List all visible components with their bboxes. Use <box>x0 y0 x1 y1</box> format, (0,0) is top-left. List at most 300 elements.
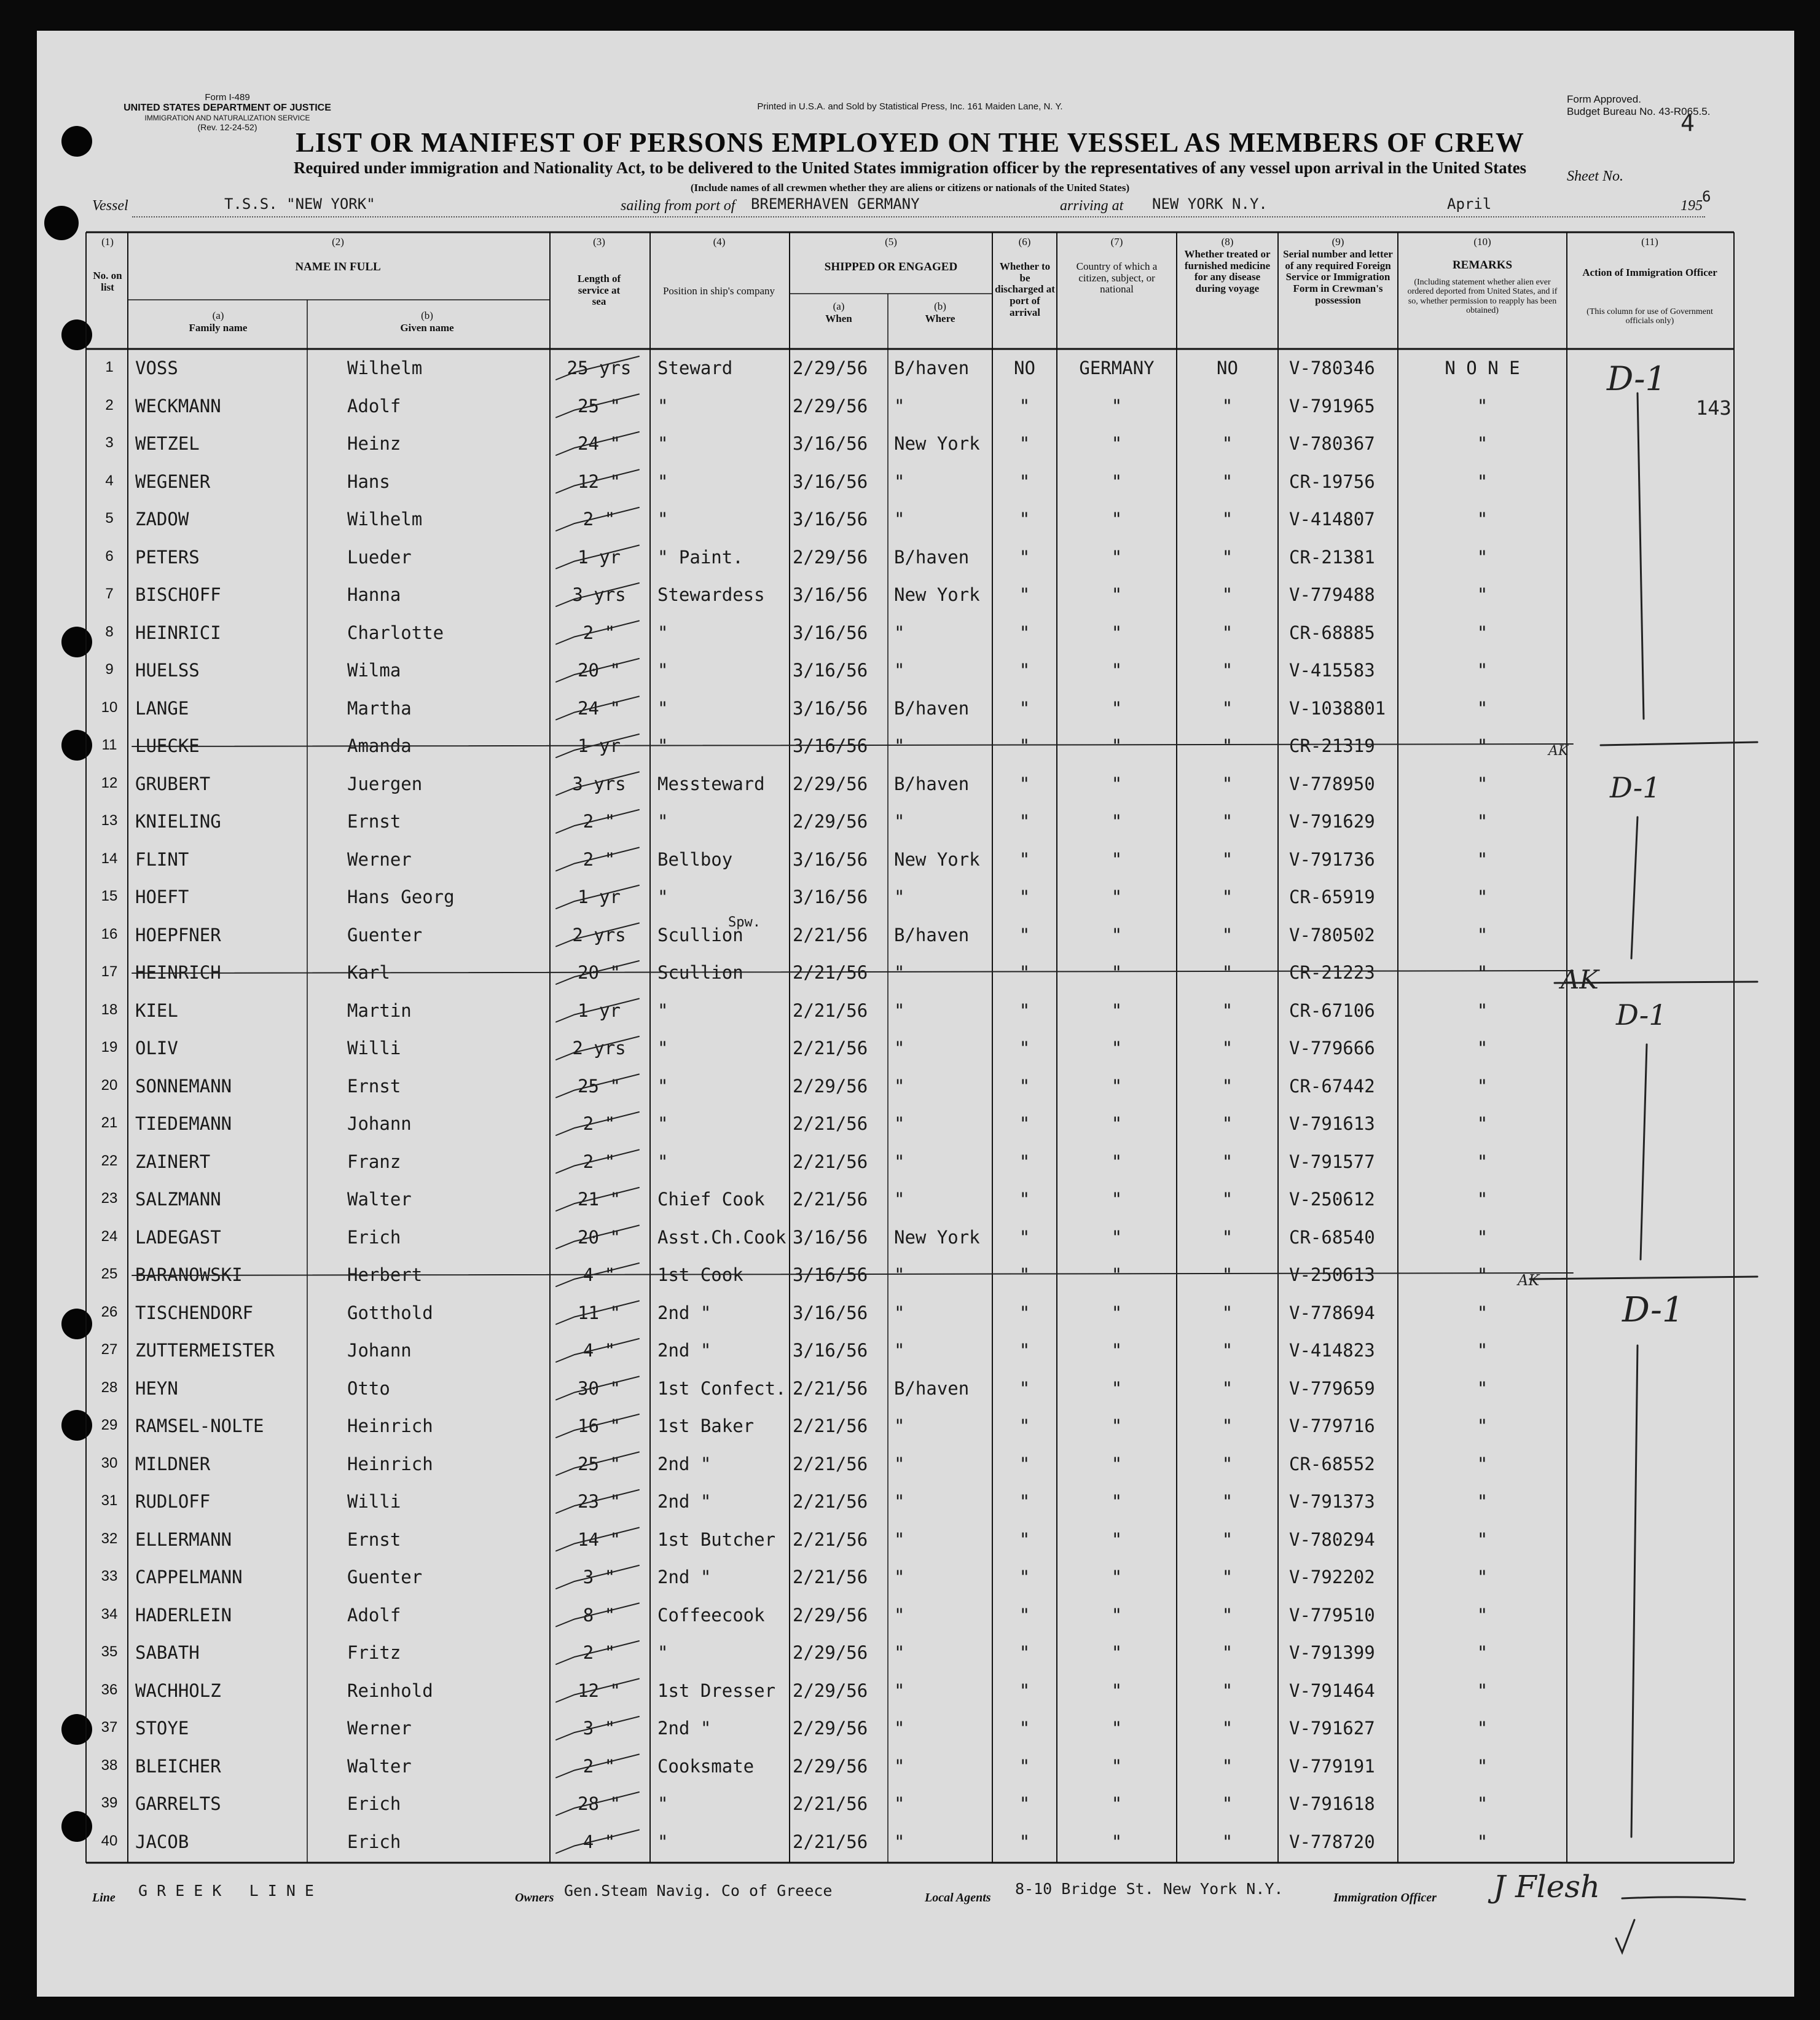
serial-cell: V-778720 <box>1289 1831 1375 1852</box>
position-cell: 1st Baker <box>657 1415 755 1436</box>
given-name-cell: Gotthold <box>347 1302 433 1323</box>
tally-slash <box>556 1830 639 1854</box>
serial-cell: V-778694 <box>1289 1302 1375 1323</box>
position-cell: " <box>657 660 669 681</box>
family-name-cell: SABATH <box>135 1642 200 1663</box>
serial-cell: V-791399 <box>1289 1642 1375 1663</box>
row-number: 22 <box>101 1152 118 1169</box>
when-cell: 2/21/56 <box>793 1453 868 1474</box>
position-cell: Cooksmate <box>657 1755 755 1777</box>
given-name-cell: Martha <box>347 697 412 719</box>
when-cell: 2/29/56 <box>793 1604 868 1626</box>
when-cell: 3/16/56 <box>793 1264 868 1285</box>
discharged-cell: NO <box>1014 358 1035 378</box>
position-cell: " <box>657 811 669 832</box>
tally-slash <box>556 583 639 606</box>
when-cell: 2/21/56 <box>793 1189 868 1210</box>
serial-cell: V-791618 <box>1289 1793 1375 1814</box>
pen-line <box>1530 1277 1757 1279</box>
length-of-service-cell: 1 yr <box>578 546 621 568</box>
medicine-cell: " <box>1222 1755 1233 1777</box>
medicine-cell: " <box>1222 1038 1233 1059</box>
col-9-number: (9) <box>1332 236 1344 248</box>
medicine-cell: " <box>1222 509 1233 530</box>
when-cell: 3/16/56 <box>793 887 868 907</box>
row-number: 5 <box>105 510 114 527</box>
length-of-service-cell: 1 yr <box>578 887 621 907</box>
where-cell: " <box>894 1151 905 1172</box>
country-cell: " <box>1111 395 1123 417</box>
discharged-cell: " <box>1019 1038 1030 1059</box>
row-number: 31 <box>101 1492 118 1509</box>
country-cell: " <box>1111 1075 1123 1097</box>
when-cell: 2/21/56 <box>793 1529 868 1550</box>
remarks-cell: " <box>1477 1415 1488 1436</box>
length-of-service-cell: 4 " <box>582 1340 616 1361</box>
discharged-cell: " <box>1019 1755 1030 1777</box>
col-8-number: (8) <box>1221 236 1234 248</box>
arriving-at-port: NEW YORK N.Y. <box>1152 195 1268 213</box>
d1-mark: D-1 <box>1616 998 1667 1032</box>
vessel-name: T.S.S. "NEW YORK" <box>224 195 375 213</box>
length-of-service-cell: 28 " <box>578 1793 621 1814</box>
position-cell: " <box>657 1113 669 1134</box>
tally-slash <box>556 1301 639 1325</box>
col-family-a: (a) <box>212 310 224 321</box>
where-cell: " <box>894 1302 905 1323</box>
budget-bureau-no: Budget Bureau No. 43-R065.5. <box>1567 105 1711 117</box>
position-cell: 1st Dresser <box>657 1680 776 1701</box>
family-name-cell: LANGE <box>135 697 189 719</box>
country-cell: " <box>1111 1529 1123 1550</box>
sheet-label: Sheet No. <box>1567 168 1623 184</box>
given-name-cell: Guenter <box>347 924 423 945</box>
given-name-cell: Martin <box>347 1000 412 1021</box>
length-of-service-cell: 12 " <box>578 471 621 492</box>
country-cell: " <box>1111 584 1123 605</box>
country-cell: " <box>1111 773 1123 794</box>
family-name-cell: HEYN <box>135 1377 178 1399</box>
discharged-cell: " <box>1019 1264 1030 1285</box>
agents-value: 8-10 Bridge St. New York N.Y. <box>1015 1880 1284 1898</box>
given-name-cell: Heinrich <box>347 1453 433 1474</box>
country-cell: " <box>1111 622 1123 643</box>
given-name-cell: Willi <box>347 1491 401 1512</box>
where-cell: " <box>894 1491 905 1512</box>
medicine-cell: " <box>1222 1302 1233 1323</box>
length-of-service-cell: 3 " <box>582 1718 616 1739</box>
col-discharged: Whether to be discharged at port of arrival <box>995 260 1055 318</box>
when-cell: 3/16/56 <box>793 660 868 681</box>
family-name-cell: TIEDEMANN <box>135 1113 232 1134</box>
where-cell: " <box>894 1075 905 1097</box>
discharged-cell: " <box>1019 1415 1030 1436</box>
country-cell: " <box>1111 697 1123 719</box>
remarks-cell: N O N E <box>1445 358 1520 378</box>
length-of-service-cell: 2 " <box>582 1642 616 1663</box>
medicine-cell: " <box>1222 848 1233 870</box>
medicine-cell: " <box>1222 395 1233 417</box>
country-cell: " <box>1111 1302 1123 1323</box>
row-number: 29 <box>101 1417 118 1433</box>
tally-slash <box>556 848 639 871</box>
family-name-cell: SALZMANN <box>135 1189 221 1210</box>
country-cell: " <box>1111 1377 1123 1399</box>
row-number: 26 <box>101 1303 118 1320</box>
length-of-service-cell: 1 yr <box>578 1000 621 1021</box>
country-cell: " <box>1111 1113 1123 1134</box>
given-name-cell: Lueder <box>347 546 412 568</box>
family-name-cell: HEINRICH <box>135 962 221 983</box>
medicine-cell: " <box>1222 1831 1233 1852</box>
where-cell: " <box>894 1000 905 1021</box>
remarks-cell: " <box>1477 1189 1488 1210</box>
serial-cell: V-780346 <box>1289 358 1375 378</box>
when-cell: 3/16/56 <box>793 471 868 492</box>
country-cell: " <box>1111 1755 1123 1777</box>
remarks-cell: " <box>1477 1075 1488 1097</box>
serial-cell: V-250613 <box>1289 1264 1375 1285</box>
given-name-cell: Adolf <box>347 395 401 417</box>
given-name-cell: Karl <box>347 962 390 983</box>
col-2-number: (2) <box>332 236 344 248</box>
serial-cell: V-779191 <box>1289 1755 1375 1777</box>
row-number: 27 <box>101 1341 118 1358</box>
when-cell: 2/29/56 <box>793 1755 868 1777</box>
form-number: Form I-489 <box>205 92 250 103</box>
position-cell: 1st Cook <box>657 1264 743 1285</box>
country-cell: " <box>1111 433 1123 454</box>
when-cell: 2/21/56 <box>793 1038 868 1059</box>
where-cell: B/haven <box>894 1377 970 1399</box>
row-number: 40 <box>101 1832 118 1849</box>
country-cell: GERMANY <box>1079 358 1155 378</box>
medicine-cell: " <box>1222 1567 1233 1587</box>
medicine-cell: " <box>1222 811 1233 832</box>
family-name-cell: OLIV <box>135 1038 178 1059</box>
remarks-cell: " <box>1477 1642 1488 1663</box>
country-cell: " <box>1111 1831 1123 1852</box>
col-position: Position in ship's company <box>662 285 775 297</box>
discharged-cell: " <box>1019 1529 1030 1550</box>
row-number: 2 <box>105 396 114 413</box>
tally-slash <box>556 1565 639 1589</box>
discharged-cell: " <box>1019 660 1030 681</box>
department-name: UNITED STATES DEPARTMENT OF JUSTICE <box>124 103 331 114</box>
position-cell: " <box>657 1075 669 1097</box>
medicine-cell: " <box>1222 1642 1233 1663</box>
when-cell: 2/21/56 <box>793 1151 868 1172</box>
where-cell: " <box>894 1340 905 1361</box>
tally-slash <box>556 1717 639 1740</box>
row-number: 15 <box>101 888 118 904</box>
when-cell: 2/21/56 <box>793 1793 868 1814</box>
length-of-service-cell: 2 " <box>582 622 616 643</box>
tally-slash <box>556 810 639 833</box>
country-cell: " <box>1111 546 1123 568</box>
remarks-cell: " <box>1477 1567 1488 1587</box>
row-number: 37 <box>101 1719 118 1736</box>
initials-mark: AK <box>1518 1272 1540 1289</box>
row-number: 34 <box>101 1605 118 1623</box>
discharged-cell: " <box>1019 735 1030 756</box>
medicine-cell: " <box>1222 1377 1233 1399</box>
family-name-cell: RAMSEL-NOLTE <box>135 1415 264 1436</box>
serial-cell: V-779659 <box>1289 1377 1375 1399</box>
length-of-service-cell: 2 " <box>582 848 616 870</box>
tally-slash <box>556 546 639 569</box>
length-of-service-cell: 20 " <box>578 962 621 983</box>
given-name-cell: Adolf <box>347 1604 401 1626</box>
given-name-cell: Heinrich <box>347 1415 433 1436</box>
given-name-cell: Wilhelm <box>347 358 423 378</box>
row-number: 11 <box>101 737 117 753</box>
serial-cell: CR-19756 <box>1289 471 1375 492</box>
family-name-cell: HUELSS <box>135 660 200 681</box>
medicine-cell: " <box>1222 1189 1233 1210</box>
row-number: 16 <box>101 925 118 942</box>
where-cell: " <box>894 1189 905 1210</box>
discharged-cell: " <box>1019 1075 1030 1097</box>
position-cell: Asst.Ch.Cook <box>657 1226 786 1248</box>
length-of-service-cell: 25 " <box>578 1453 621 1474</box>
medicine-cell: " <box>1222 1491 1233 1512</box>
col-remarks: REMARKS <box>1452 259 1513 272</box>
when-cell: 3/16/56 <box>793 697 868 719</box>
sailing-label: sailing from port of <box>621 198 735 214</box>
discharged-cell: " <box>1019 1604 1030 1626</box>
country-cell: " <box>1111 1151 1123 1172</box>
position-cell: " <box>657 887 669 907</box>
col-7-number: (7) <box>1110 236 1123 248</box>
discharged-cell: " <box>1019 584 1030 605</box>
country-cell: " <box>1111 1680 1123 1701</box>
row-number: 24 <box>101 1227 118 1245</box>
remarks-cell: " <box>1477 773 1488 794</box>
where-cell: " <box>894 660 905 681</box>
given-name-cell: Amanda <box>347 735 412 756</box>
when-cell: 3/16/56 <box>793 735 868 756</box>
row-number: 25 <box>101 1266 118 1282</box>
discharged-cell: " <box>1019 773 1030 794</box>
medicine-cell: " <box>1222 1075 1233 1097</box>
country-cell: " <box>1111 1491 1123 1512</box>
tally-slash <box>556 1679 639 1702</box>
serial-cell: V-791627 <box>1289 1718 1375 1739</box>
vessel-label: Vessel <box>92 198 128 214</box>
serial-cell: V-780502 <box>1289 924 1375 945</box>
col-1-number: (1) <box>101 236 114 248</box>
serial-cell: V-791965 <box>1289 395 1375 417</box>
when-cell: 2/29/56 <box>793 546 868 568</box>
position-note: Spw. <box>728 914 761 930</box>
length-of-service-cell: 8 " <box>582 1604 616 1626</box>
remarks-cell: " <box>1477 924 1488 945</box>
col-when-a: (a) <box>833 300 845 312</box>
row-number: 18 <box>101 1001 118 1018</box>
col-family-name: Family name <box>189 322 248 334</box>
given-name-cell: Heinz <box>347 433 401 454</box>
when-cell: 3/16/56 <box>793 1226 868 1248</box>
row-number: 35 <box>101 1643 118 1660</box>
tally-slash <box>556 1490 639 1513</box>
given-name-cell: Werner <box>347 848 412 870</box>
bracket-line <box>1641 1044 1647 1259</box>
owners-label: Owners <box>515 1891 554 1905</box>
when-cell: 3/16/56 <box>793 584 868 605</box>
length-of-service-cell: 1 yr <box>578 735 621 756</box>
medicine-cell: " <box>1222 887 1233 907</box>
when-cell: 3/16/56 <box>793 622 868 643</box>
col-given-b: (b) <box>421 310 433 321</box>
where-cell: " <box>894 1038 905 1059</box>
sailing-from-port: BREMERHAVEN GERMANY <box>751 195 920 213</box>
position-cell: " <box>657 471 669 492</box>
serial-cell: V-1038801 <box>1289 697 1386 719</box>
discharged-cell: " <box>1019 433 1030 454</box>
serial-cell: V-791373 <box>1289 1491 1375 1512</box>
country-cell: " <box>1111 1642 1123 1663</box>
where-cell: " <box>894 1755 905 1777</box>
family-name-cell: JACOB <box>135 1831 189 1852</box>
serial-cell: CR-67442 <box>1289 1075 1375 1097</box>
col-when: When <box>825 313 852 324</box>
where-cell: " <box>894 1793 905 1814</box>
family-name-cell: PETERS <box>135 546 200 568</box>
when-cell: 2/21/56 <box>793 962 868 983</box>
bracket-line <box>1631 1345 1638 1837</box>
position-cell: " <box>657 1000 669 1021</box>
medicine-cell: " <box>1222 1226 1233 1248</box>
family-name-cell: BISCHOFF <box>135 584 221 605</box>
when-cell: 2/29/56 <box>793 773 868 794</box>
length-of-service-cell: 3 yrs <box>572 584 626 605</box>
discharged-cell: " <box>1019 811 1030 832</box>
given-name-cell: Herbert <box>347 1264 423 1285</box>
family-name-cell: TISCHENDORF <box>135 1302 254 1323</box>
position-cell: Scullion <box>657 924 743 945</box>
where-cell: B/haven <box>894 546 970 568</box>
where-cell: " <box>894 1604 905 1626</box>
medicine-cell: " <box>1222 697 1233 719</box>
when-cell: 2/29/56 <box>793 395 868 417</box>
serial-cell: CR-68885 <box>1289 622 1375 643</box>
medicine-cell: " <box>1222 962 1233 983</box>
given-name-cell: Hanna <box>347 584 401 605</box>
where-cell: " <box>894 735 905 756</box>
serial-cell: V-791577 <box>1289 1151 1375 1172</box>
tally-slash <box>556 885 639 909</box>
count-note: 143 <box>1696 396 1732 420</box>
where-cell: " <box>894 962 905 983</box>
family-name-cell: WACHHOLZ <box>135 1680 221 1701</box>
tally-slash <box>556 1641 639 1664</box>
form-revision: (Rev. 12-24-52) <box>197 122 257 133</box>
remarks-cell: " <box>1477 1604 1488 1626</box>
tally-slash <box>556 394 639 418</box>
d1-mark: D-1 <box>1610 771 1661 804</box>
length-of-service-cell: 20 " <box>578 660 621 681</box>
where-cell: " <box>894 509 905 530</box>
family-name-cell: HOEFT <box>135 887 189 907</box>
medicine-cell: NO <box>1217 358 1238 378</box>
medicine-cell: " <box>1222 1793 1233 1814</box>
position-cell: " <box>657 1151 669 1172</box>
serial-cell: CR-65919 <box>1289 887 1375 907</box>
remarks-cell: " <box>1477 584 1488 605</box>
when-cell: 2/21/56 <box>793 1000 868 1021</box>
where-cell: New York <box>894 584 980 605</box>
country-cell: " <box>1111 1415 1123 1436</box>
when-cell: 2/21/56 <box>793 1113 868 1134</box>
col-where-b: (b) <box>934 300 946 312</box>
length-of-service-cell: 24 " <box>578 697 621 719</box>
when-cell: 2/21/56 <box>793 1831 868 1852</box>
tally-slash <box>556 999 639 1022</box>
given-name-cell: Hans Georg <box>347 887 455 907</box>
remarks-cell: " <box>1477 660 1488 681</box>
when-cell: 2/29/56 <box>793 811 868 832</box>
remarks-cell: " <box>1477 1264 1488 1285</box>
position-cell: " Paint. <box>657 546 743 568</box>
serial-cell: V-792202 <box>1289 1567 1375 1587</box>
given-name-cell: Johann <box>347 1340 412 1361</box>
tally-slash <box>556 1226 639 1249</box>
discharged-cell: " <box>1019 509 1030 530</box>
family-name-cell: ZUTTERMEISTER <box>135 1340 275 1361</box>
discharged-cell: " <box>1019 622 1030 643</box>
family-name-cell: LADEGAST <box>135 1226 221 1248</box>
length-of-service-cell: 21 " <box>578 1189 621 1210</box>
sheet-number: 4 <box>1681 109 1695 136</box>
given-name-cell: Juergen <box>347 773 423 794</box>
remarks-cell: " <box>1477 811 1488 832</box>
serial-cell: V-780367 <box>1289 433 1375 454</box>
discharged-cell: " <box>1019 471 1030 492</box>
discharged-cell: " <box>1019 1000 1030 1021</box>
family-name-cell: WECKMANN <box>135 395 221 417</box>
remarks-cell: " <box>1477 1680 1488 1701</box>
position-cell: Bellboy <box>657 848 733 870</box>
row-number: 30 <box>101 1454 118 1471</box>
line-label: Line <box>92 1891 116 1905</box>
medicine-cell: " <box>1222 1415 1233 1436</box>
discharged-cell: " <box>1019 1680 1030 1701</box>
serial-cell: V-791736 <box>1289 848 1375 870</box>
length-of-service-cell: 30 " <box>578 1377 621 1399</box>
where-cell: " <box>894 1567 905 1587</box>
length-of-service-cell: 25 " <box>578 395 621 417</box>
remarks-cell: " <box>1477 1000 1488 1021</box>
remarks-cell: " <box>1477 697 1488 719</box>
given-name-cell: Charlotte <box>347 622 444 643</box>
col-11-number: (11) <box>1641 236 1658 248</box>
given-name-cell: Ernst <box>347 1529 401 1550</box>
discharged-cell: " <box>1019 1340 1030 1361</box>
length-of-service-cell: 11 " <box>578 1302 621 1323</box>
length-of-service-cell: 24 " <box>578 433 621 454</box>
manifest-subtitle: Required under immigration and Nationality Act, to be delivered to the United States immigration officer by the representatives of any vessel upon arrival in the United States <box>293 159 1527 177</box>
serial-cell: V-791613 <box>1289 1113 1375 1134</box>
discharged-cell: " <box>1019 962 1030 983</box>
family-name-cell: KNIELING <box>135 811 221 832</box>
family-name-cell: KIEL <box>135 1000 178 1021</box>
tally-slash <box>556 1112 639 1135</box>
given-name-cell: Wilma <box>347 660 401 681</box>
row-number: 4 <box>105 472 114 489</box>
remarks-cell: " <box>1477 887 1488 907</box>
officer-label: Immigration Officer <box>1333 1891 1437 1905</box>
